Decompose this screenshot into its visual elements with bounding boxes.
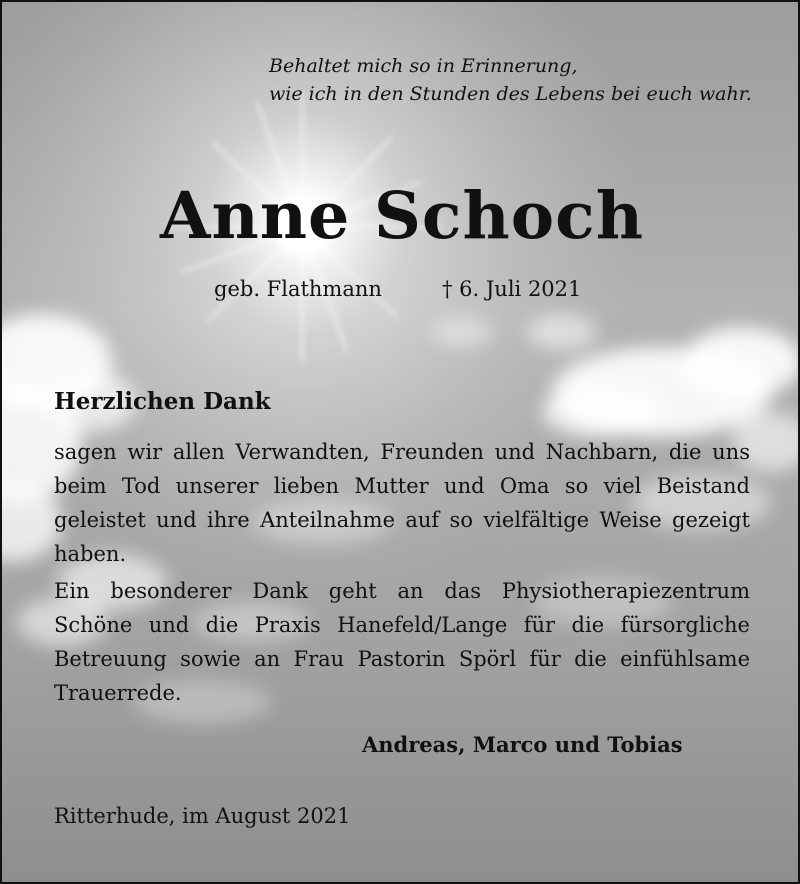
signature: Andreas, Marco und Tobias xyxy=(362,732,683,757)
memorial-quote-line-1: Behaltet mich so in Erinnerung, xyxy=(269,55,578,77)
obituary-content xyxy=(2,2,800,884)
thanks-paragraph-1: sagen wir allen Verwandten, Freunden und Nachbarn, die uns beim Tod unserer lieben Mutter und Oma so viel Beistand geleistet und ihre Anteilnahme auf so vielfältige Weise gezeigt haben. xyxy=(54,440,750,566)
memorial-quote xyxy=(269,52,769,108)
memorial-quote-line-2: wie ich in den Stunden des Lebens bei euch wahr. xyxy=(269,83,752,105)
birth-name: geb. Flathmann xyxy=(214,277,382,301)
deceased-name: Anne Schoch xyxy=(160,178,644,254)
thanks-paragraph-2: Ein besonderer Dank geht an das Physiotherapiezentrum Schöne und die Praxis Hanefeld/Lange für die fürsorgliche Betreuung sowie an Frau Pastorin Spörl für die einfühlsame Trauerrede. xyxy=(54,579,750,705)
death-date: † 6. Juli 2021 xyxy=(442,277,582,301)
place-date: Ritterhude, im August 2021 xyxy=(54,804,351,828)
thanks-heading: Herzlichen Dank xyxy=(54,388,271,415)
